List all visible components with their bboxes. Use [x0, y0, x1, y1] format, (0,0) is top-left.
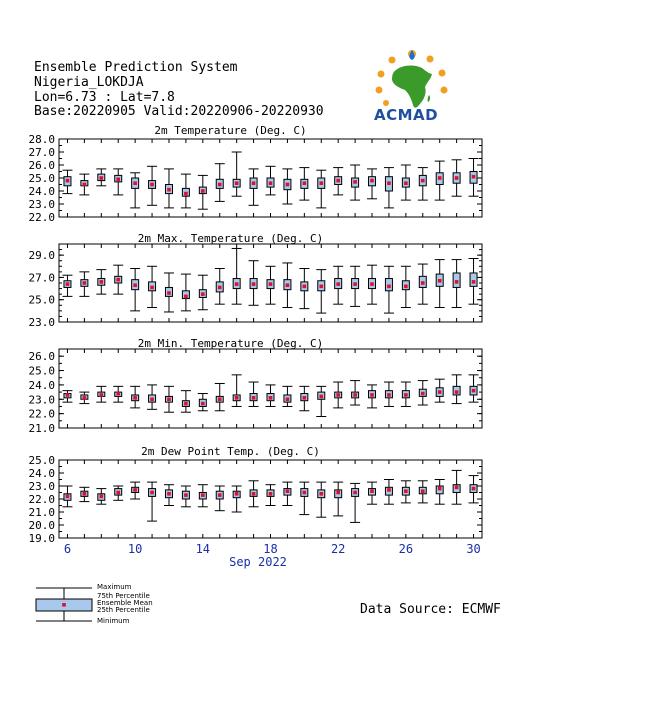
mean-marker — [269, 396, 273, 400]
mean-marker — [286, 183, 290, 187]
mean-marker — [150, 286, 154, 290]
panel-title: 2m Temperature (Deg. C) — [154, 124, 307, 137]
panel-title: 2m Min. Temperature (Deg. C) — [137, 337, 324, 350]
mean-marker — [353, 282, 357, 286]
header-line-4: Base:20220905 Valid:20220906-20220930 — [34, 104, 324, 119]
mean-marker — [319, 285, 323, 289]
mean-marker — [336, 491, 340, 495]
y-tick-label: 28.0 — [28, 133, 55, 146]
mean-marker — [387, 285, 391, 289]
mean-marker — [472, 175, 476, 179]
y-tick-label: 24.0 — [28, 378, 55, 392]
mean-marker — [83, 492, 87, 496]
mean-marker — [201, 292, 205, 296]
mean-marker — [133, 396, 137, 400]
mean-marker — [83, 281, 87, 285]
mean-marker — [353, 491, 357, 495]
y-tick-label: 23.0 — [28, 198, 55, 211]
y-tick-label: 23.0 — [28, 480, 55, 493]
mean-marker — [66, 393, 70, 397]
mean-marker — [83, 183, 87, 187]
y-tick-label: 22.0 — [28, 211, 55, 224]
mean-marker — [455, 390, 459, 394]
mean-marker — [100, 176, 104, 180]
mean-marker — [319, 395, 323, 399]
mean-marker — [370, 179, 374, 183]
y-tick-label: 26.0 — [28, 159, 55, 172]
data-source: Data Source: ECMWF — [360, 602, 501, 617]
mean-marker — [235, 282, 239, 286]
y-tick-label: 25.0 — [28, 293, 55, 307]
mean-marker — [218, 183, 222, 187]
mean-marker — [370, 393, 374, 397]
header-line-2: Nigeria_LOKDJA — [34, 75, 144, 90]
y-tick-label: 27.0 — [28, 146, 55, 159]
mean-marker — [286, 283, 290, 287]
mean-marker — [116, 491, 120, 495]
mean-marker — [421, 489, 425, 493]
y-tick-label: 22.0 — [28, 407, 55, 421]
mean-marker — [303, 181, 307, 185]
mean-marker — [100, 393, 104, 397]
mean-marker — [269, 181, 273, 185]
y-tick-label: 20.0 — [28, 519, 55, 532]
mean-marker — [319, 492, 323, 496]
mean-marker — [100, 495, 104, 499]
mean-marker — [201, 402, 205, 406]
logo-text: ACMAD — [374, 106, 439, 124]
mean-marker — [387, 181, 391, 185]
x-tick-label: 10 — [127, 542, 143, 556]
mean-marker — [387, 488, 391, 492]
mean-marker — [421, 281, 425, 285]
mean-marker — [66, 495, 70, 499]
mean-marker — [184, 192, 188, 196]
mean-marker — [370, 489, 374, 493]
mean-marker — [201, 493, 205, 497]
mean-marker — [438, 279, 442, 283]
mean-marker — [353, 180, 357, 184]
mean-marker — [235, 492, 239, 496]
mean-marker — [133, 488, 137, 492]
mean-marker — [336, 393, 340, 397]
mean-marker — [336, 282, 340, 286]
mean-marker — [421, 179, 425, 183]
y-tick-label: 19.0 — [28, 532, 55, 545]
mean-marker — [286, 397, 290, 401]
mean-marker — [387, 393, 391, 397]
box-iqr — [470, 273, 477, 286]
mean-marker — [303, 396, 307, 400]
y-tick-label: 24.0 — [28, 185, 55, 198]
x-axis-label: Sep 2022 — [229, 555, 287, 569]
mean-marker — [235, 181, 239, 185]
mean-marker — [83, 396, 87, 400]
mean-marker — [472, 487, 476, 491]
mean-marker — [286, 489, 290, 493]
legend-minimum-label: Minimum — [97, 617, 130, 625]
mean-marker — [116, 278, 120, 282]
x-tick-label: 18 — [263, 542, 278, 556]
mean-marker — [303, 491, 307, 495]
mean-marker — [184, 493, 188, 497]
x-tick-label: 14 — [195, 542, 211, 556]
mean-marker — [116, 178, 120, 182]
mean-marker — [438, 487, 442, 491]
panel-title: 2m Max. Temperature (Deg. C) — [137, 232, 324, 245]
mean-marker — [472, 280, 476, 284]
mean-marker — [66, 282, 70, 286]
mean-marker — [218, 397, 222, 401]
y-tick-label: 22.0 — [28, 493, 55, 506]
legend-mean-marker — [62, 603, 66, 607]
mean-marker — [252, 492, 256, 496]
mean-marker — [133, 283, 137, 287]
mean-marker — [150, 183, 154, 187]
mean-marker — [184, 295, 188, 299]
legend-p25-label: 25th Percentile — [97, 606, 150, 614]
mean-marker — [455, 486, 459, 490]
mean-marker — [472, 389, 476, 393]
mean-marker — [404, 393, 408, 397]
x-tick-label: 22 — [330, 542, 346, 556]
y-tick-label: 23.0 — [28, 316, 55, 329]
y-tick-label: 25.0 — [28, 454, 55, 467]
mean-marker — [438, 176, 442, 180]
mean-marker — [100, 280, 104, 284]
mean-marker — [150, 491, 154, 495]
mean-marker — [184, 402, 188, 406]
y-tick-label: 25.0 — [28, 172, 55, 185]
mean-marker — [319, 181, 323, 185]
legend-maximum-label: Maximum — [97, 583, 132, 591]
mean-marker — [167, 397, 171, 401]
mean-marker — [336, 179, 340, 183]
y-tick-label: 29.0 — [28, 249, 55, 263]
y-tick-label: 21.0 — [28, 506, 55, 519]
mean-marker — [303, 285, 307, 289]
mean-marker — [66, 179, 70, 183]
mean-marker — [167, 291, 171, 295]
mean-marker — [201, 189, 205, 193]
mean-marker — [455, 280, 459, 284]
mean-marker — [404, 285, 408, 289]
mean-marker — [116, 392, 120, 396]
mean-marker — [269, 282, 273, 286]
x-tick-label: 6 — [63, 542, 72, 556]
mean-marker — [455, 176, 459, 180]
mean-marker — [150, 397, 154, 401]
panel-title: 2m Dew Point Temp. (Deg. C) — [141, 445, 320, 458]
mean-marker — [370, 282, 374, 286]
header-line-1: Ensemble Prediction System — [34, 60, 238, 75]
mean-marker — [252, 396, 256, 400]
x-tick-label: 30 — [466, 542, 481, 556]
mean-marker — [218, 286, 222, 290]
legend-mean-label: Ensemble Mean — [97, 599, 153, 607]
mean-marker — [235, 396, 239, 400]
x-tick-label: 26 — [398, 542, 414, 556]
mean-marker — [252, 282, 256, 286]
y-tick-label: 26.0 — [28, 350, 55, 364]
mean-marker — [269, 492, 273, 496]
legend-p75-label: 75th Percentile — [97, 592, 150, 600]
mean-marker — [167, 492, 171, 496]
header-line-3: Lon=6.73 : Lat=7.8 — [34, 90, 175, 105]
mean-marker — [404, 181, 408, 185]
y-tick-label: 27.0 — [28, 271, 55, 285]
mean-marker — [421, 392, 425, 396]
y-tick-label: 24.0 — [28, 467, 55, 480]
mean-marker — [404, 489, 408, 493]
mean-marker — [218, 493, 222, 497]
mean-marker — [438, 390, 442, 394]
mean-marker — [252, 181, 256, 185]
y-tick-label: 23.0 — [28, 393, 55, 407]
mean-marker — [133, 181, 137, 185]
mean-marker — [353, 393, 357, 397]
y-tick-label: 25.0 — [28, 364, 55, 378]
y-tick-label: 21.0 — [28, 422, 55, 435]
mean-marker — [167, 188, 171, 192]
